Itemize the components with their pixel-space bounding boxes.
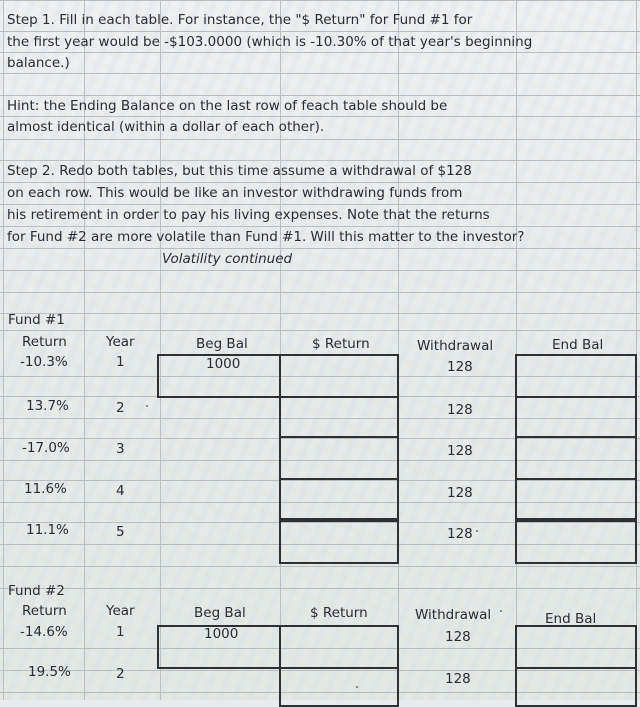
fund1-row1-year: 1 [116,354,125,370]
fund2-label: Fund #2 [8,583,65,599]
gridline [0,116,640,117]
fund2-end-bal-cell[interactable] [515,625,637,669]
fund2-header-return: Return [22,603,67,619]
fund1-end-bal-cell[interactable] [515,396,637,438]
step2-line-2: on each row. This would be like an investor withdrawing funds from [7,185,463,201]
gridline [0,139,640,140]
step2-line-4: for Fund #2 are more volatile than Fund #1. Will this matter to the investor? [7,229,525,245]
fund1-header-beg-bal: Beg Bal [196,336,248,352]
fund1-header-dollar-return: $ Return [312,336,370,352]
fund1-row4-return: 11.6% [24,481,67,497]
fund2-header-year: Year [106,603,135,619]
fund1-row1-beg-bal: 1000 [206,356,241,372]
fund2-row2-withdrawal: 128 [445,671,471,687]
fund2-header-end-bal: End Bal [545,611,597,627]
gridline [0,52,640,53]
fund2-header-withdrawal: Withdrawal [415,607,492,623]
fund2-header-dollar-return: $ Return [310,605,368,621]
fund1-dollar-return-cell[interactable] [279,478,399,522]
gridline [0,0,640,1]
fund1-row1-return: -10.3% [20,354,68,370]
gridline [0,160,640,161]
fund2-header-beg-bal: Beg Bal [194,605,246,621]
fund2-row2-return: 19.5% [28,664,71,680]
gridline [0,270,640,271]
gridline [0,313,640,314]
gridline [0,330,640,331]
fund1-row2-year: 2 [116,400,125,416]
fund1-label: Fund #1 [8,312,65,328]
fund1-row5-year: 5 [116,524,125,540]
fund2-row1-year: 1 [116,624,125,640]
fund1-header-return: Return [22,334,67,350]
step1-line-2: the first year would be -$103.0000 (which is -10.30% of that year's beginning [7,34,533,50]
stray-mark [476,530,478,532]
fund1-dollar-return-cell[interactable] [279,436,399,480]
fund1-row3-withdrawal: 128 [447,443,473,459]
hint-line-1: Hint: the Ending Balance on the last row of feach table should be [7,98,448,114]
fund1-row2-withdrawal: 128 [447,402,473,418]
stray-mark [500,610,502,612]
fund1-header-end-bal: End Bal [552,337,604,353]
gridline [0,95,640,96]
gridline [516,0,517,700]
fund1-row3-year: 3 [116,441,125,457]
fund1-end-bal-cell[interactable] [515,436,637,480]
gridline [0,31,640,32]
fund2-dollar-return-cell[interactable] [279,667,399,707]
subtitle-volatility: Volatility continued [162,251,293,267]
fund2-dollar-return-cell[interactable] [279,625,399,669]
step1-line-1: Step 1. Fill in each table. For instance, the "$ Return" for Fund #1 for [7,12,473,28]
gridline [636,0,637,700]
fund1-header-withdrawal: Withdrawal [417,338,494,354]
gridline [0,248,640,249]
step2-line-3: his retirement in order to pay his living expenses. Note that the returns [7,207,490,223]
hint-line-2: almost identical (within a dollar of each other). [7,119,325,135]
fund1-row4-year: 4 [116,483,125,499]
stray-mark [146,405,148,407]
fund1-end-bal-cell[interactable] [515,518,637,564]
gridline [0,566,640,567]
fund1-dollar-return-cell[interactable] [279,518,399,564]
gridline [0,588,640,589]
step2-line-1: Step 2. Redo both tables, but this time assume a withdrawal of $128 [7,163,472,179]
gridline [0,226,640,227]
fund2-end-bal-cell[interactable] [515,667,637,707]
fund1-row3-return: -17.0% [22,440,70,456]
fund1-end-bal-cell[interactable] [515,354,637,398]
fund2-row1-withdrawal: 128 [445,629,471,645]
gridline [0,204,640,205]
fund1-end-bal-cell[interactable] [515,478,637,522]
fund1-row5-return: 11.1% [26,522,69,538]
fund1-row2-return: 13.7% [26,398,69,414]
gridline [0,292,640,293]
fund1-header-year: Year [106,334,135,350]
fund2-row1-beg-bal: 1000 [204,626,239,642]
fund2-row1-return: -14.6% [20,624,68,640]
gridline [3,0,4,700]
fund1-row1-withdrawal: 128 [447,359,473,375]
stray-mark [356,686,358,688]
step1-line-3: balance.) [7,55,70,71]
fund1-dollar-return-cell[interactable] [279,396,399,438]
gridline [0,182,640,183]
gridline [0,73,640,74]
fund2-row2-year: 2 [116,666,125,682]
fund1-dollar-return-cell[interactable] [279,354,399,398]
fund1-row4-withdrawal: 128 [447,485,473,501]
fund1-row5-withdrawal: 128 [447,526,473,542]
